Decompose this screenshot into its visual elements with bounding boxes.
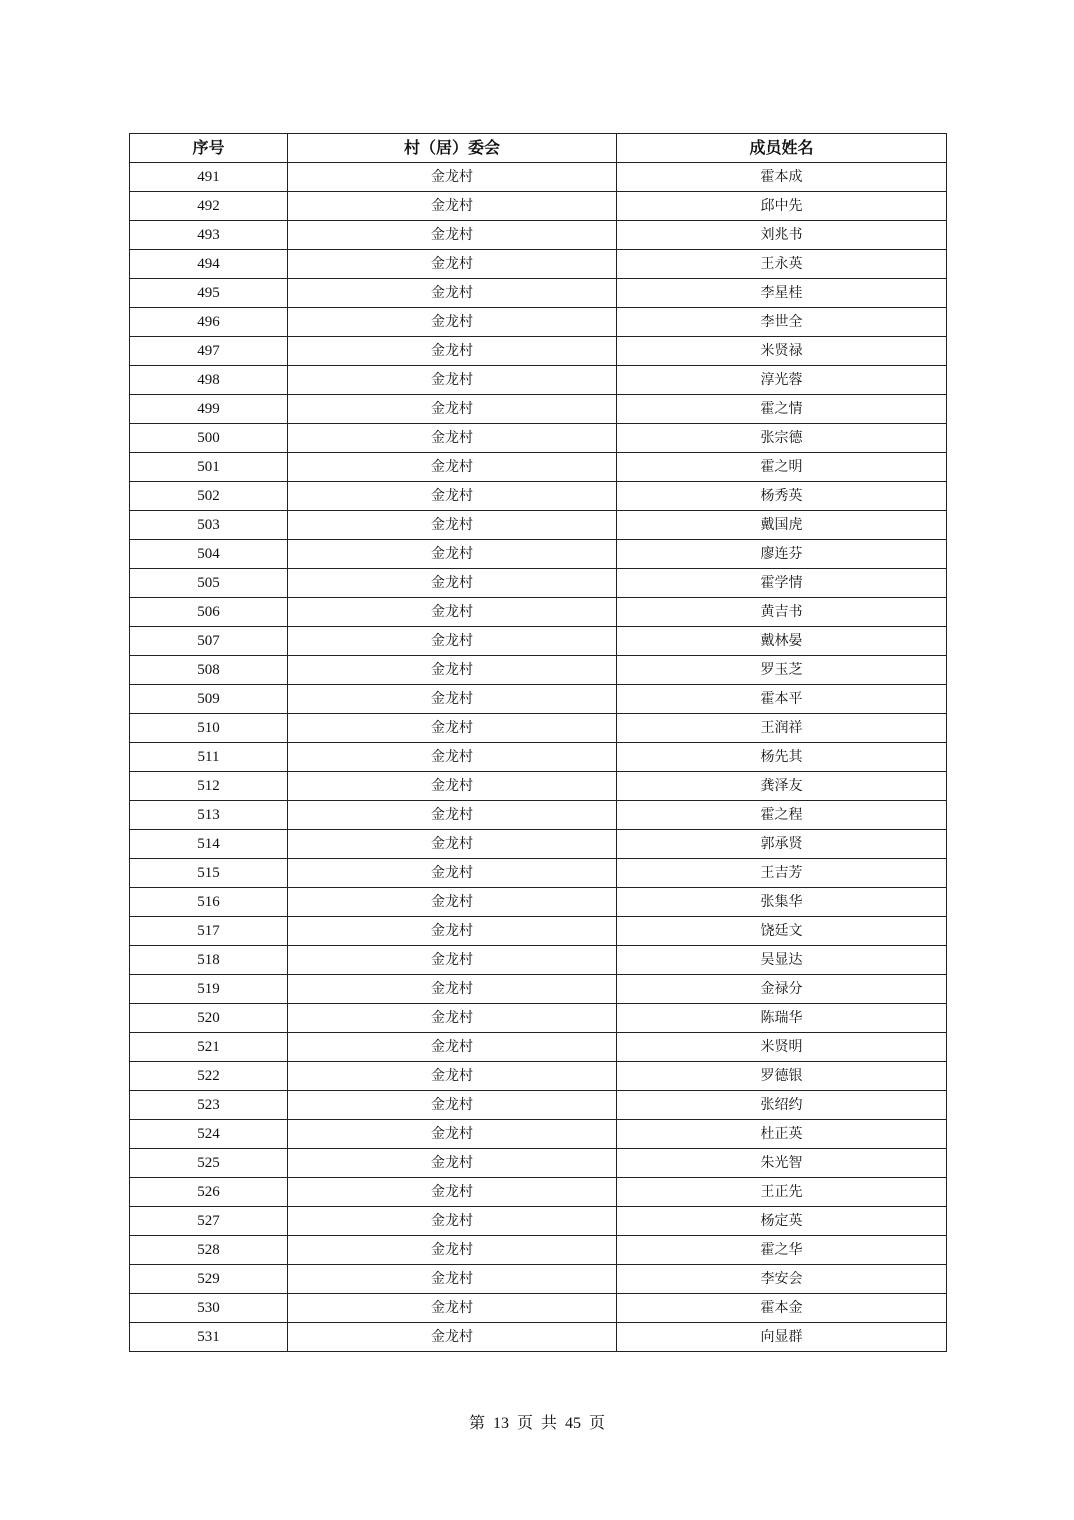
cell-village-committee: 金龙村 <box>288 1294 617 1323</box>
cell-village-committee: 金龙村 <box>288 975 617 1004</box>
cell-serial-number: 525 <box>130 1149 288 1178</box>
cell-village-committee: 金龙村 <box>288 772 617 801</box>
cell-serial-number: 527 <box>130 1207 288 1236</box>
cell-village-committee: 金龙村 <box>288 395 617 424</box>
cell-village-committee: 金龙村 <box>288 917 617 946</box>
cell-village-committee: 金龙村 <box>288 279 617 308</box>
cell-village-committee: 金龙村 <box>288 1323 617 1352</box>
cell-village-committee: 金龙村 <box>288 569 617 598</box>
cell-village-committee: 金龙村 <box>288 1120 617 1149</box>
header-village-committee: 村（居）委会 <box>288 134 617 163</box>
member-table <box>129 133 947 1352</box>
cell-member-name: 霍之华 <box>617 1236 947 1265</box>
cell-member-name: 霍本成 <box>617 163 947 192</box>
table-row <box>130 279 947 308</box>
cell-village-committee: 金龙村 <box>288 482 617 511</box>
cell-member-name: 戴国虎 <box>617 511 947 540</box>
table-row <box>130 1265 947 1294</box>
cell-member-name: 霍之明 <box>617 453 947 482</box>
cell-serial-number: 520 <box>130 1004 288 1033</box>
cell-member-name: 王永英 <box>617 250 947 279</box>
cell-serial-number: 500 <box>130 424 288 453</box>
table-row <box>130 656 947 685</box>
cell-serial-number: 510 <box>130 714 288 743</box>
table-row <box>130 482 947 511</box>
table-row <box>130 946 947 975</box>
cell-village-committee: 金龙村 <box>288 1149 617 1178</box>
cell-serial-number: 496 <box>130 308 288 337</box>
cell-member-name: 李安会 <box>617 1265 947 1294</box>
cell-village-committee: 金龙村 <box>288 337 617 366</box>
cell-serial-number: 523 <box>130 1091 288 1120</box>
cell-member-name: 饶廷文 <box>617 917 947 946</box>
cell-serial-number: 528 <box>130 1236 288 1265</box>
table-row <box>130 1004 947 1033</box>
cell-member-name: 龚泽友 <box>617 772 947 801</box>
cell-village-committee: 金龙村 <box>288 1207 617 1236</box>
cell-serial-number: 517 <box>130 917 288 946</box>
cell-member-name: 朱光智 <box>617 1149 947 1178</box>
table-row <box>130 801 947 830</box>
table-row <box>130 1033 947 1062</box>
cell-village-committee: 金龙村 <box>288 511 617 540</box>
cell-serial-number: 529 <box>130 1265 288 1294</box>
page-number-footer: 第 13 页 共 45 页 <box>468 1415 605 1432</box>
cell-village-committee: 金龙村 <box>288 1004 617 1033</box>
table-row <box>130 163 947 192</box>
cell-village-committee: 金龙村 <box>288 1236 617 1265</box>
cell-member-name: 霍之情 <box>617 395 947 424</box>
cell-member-name: 杨秀英 <box>617 482 947 511</box>
table-row <box>130 366 947 395</box>
table-row <box>130 453 947 482</box>
cell-member-name: 王润祥 <box>617 714 947 743</box>
cell-village-committee: 金龙村 <box>288 308 617 337</box>
cell-village-committee: 金龙村 <box>288 221 617 250</box>
cell-village-committee: 金龙村 <box>288 888 617 917</box>
table-body <box>130 163 947 1352</box>
cell-member-name: 李世全 <box>617 308 947 337</box>
cell-serial-number: 497 <box>130 337 288 366</box>
cell-serial-number: 493 <box>130 221 288 250</box>
table-row <box>130 627 947 656</box>
cell-village-committee: 金龙村 <box>288 830 617 859</box>
cell-village-committee: 金龙村 <box>288 1091 617 1120</box>
cell-member-name: 李星桂 <box>617 279 947 308</box>
cell-member-name: 杨定英 <box>617 1207 947 1236</box>
table-row <box>130 714 947 743</box>
cell-serial-number: 509 <box>130 685 288 714</box>
cell-member-name: 米贤明 <box>617 1033 947 1062</box>
table-row <box>130 424 947 453</box>
table-row <box>130 1207 947 1236</box>
cell-serial-number: 494 <box>130 250 288 279</box>
cell-member-name: 金禄分 <box>617 975 947 1004</box>
cell-serial-number: 492 <box>130 192 288 221</box>
cell-serial-number: 518 <box>130 946 288 975</box>
cell-member-name: 霍学情 <box>617 569 947 598</box>
cell-village-committee: 金龙村 <box>288 163 617 192</box>
cell-village-committee: 金龙村 <box>288 250 617 279</box>
cell-village-committee: 金龙村 <box>288 540 617 569</box>
table-row <box>130 685 947 714</box>
cell-village-committee: 金龙村 <box>288 424 617 453</box>
cell-member-name: 王正先 <box>617 1178 947 1207</box>
cell-serial-number: 501 <box>130 453 288 482</box>
cell-member-name: 郭承贤 <box>617 830 947 859</box>
table-header-row <box>130 134 947 163</box>
table-row <box>130 308 947 337</box>
cell-serial-number: 526 <box>130 1178 288 1207</box>
table-row <box>130 917 947 946</box>
cell-serial-number: 511 <box>130 743 288 772</box>
cell-village-committee: 金龙村 <box>288 598 617 627</box>
cell-village-committee: 金龙村 <box>288 946 617 975</box>
cell-village-committee: 金龙村 <box>288 192 617 221</box>
cell-member-name: 霍之程 <box>617 801 947 830</box>
cell-serial-number: 507 <box>130 627 288 656</box>
cell-member-name: 张宗德 <box>617 424 947 453</box>
cell-serial-number: 530 <box>130 1294 288 1323</box>
cell-village-committee: 金龙村 <box>288 366 617 395</box>
table-row <box>130 540 947 569</box>
cell-village-committee: 金龙村 <box>288 743 617 772</box>
cell-member-name: 淳光蓉 <box>617 366 947 395</box>
cell-serial-number: 503 <box>130 511 288 540</box>
table-row <box>130 743 947 772</box>
cell-serial-number: 515 <box>130 859 288 888</box>
cell-member-name: 米贤禄 <box>617 337 947 366</box>
table-row <box>130 888 947 917</box>
cell-serial-number: 499 <box>130 395 288 424</box>
cell-serial-number: 519 <box>130 975 288 1004</box>
table-row <box>130 1178 947 1207</box>
cell-village-committee: 金龙村 <box>288 1062 617 1091</box>
cell-serial-number: 513 <box>130 801 288 830</box>
cell-serial-number: 531 <box>130 1323 288 1352</box>
cell-member-name: 陈瑞华 <box>617 1004 947 1033</box>
cell-member-name: 王吉芳 <box>617 859 947 888</box>
table-row <box>130 975 947 1004</box>
cell-village-committee: 金龙村 <box>288 453 617 482</box>
cell-village-committee: 金龙村 <box>288 627 617 656</box>
table-row <box>130 192 947 221</box>
table-row <box>130 1091 947 1120</box>
table-row <box>130 1294 947 1323</box>
cell-serial-number: 504 <box>130 540 288 569</box>
cell-member-name: 杜正英 <box>617 1120 947 1149</box>
cell-serial-number: 502 <box>130 482 288 511</box>
cell-village-committee: 金龙村 <box>288 714 617 743</box>
table-row <box>130 221 947 250</box>
cell-village-committee: 金龙村 <box>288 656 617 685</box>
table-row <box>130 772 947 801</box>
table-row <box>130 337 947 366</box>
table-row <box>130 859 947 888</box>
cell-member-name: 张绍约 <box>617 1091 947 1120</box>
table-row <box>130 1120 947 1149</box>
table-row <box>130 395 947 424</box>
cell-member-name: 杨先其 <box>617 743 947 772</box>
cell-serial-number: 524 <box>130 1120 288 1149</box>
cell-village-committee: 金龙村 <box>288 685 617 714</box>
cell-member-name: 黄吉书 <box>617 598 947 627</box>
cell-serial-number: 516 <box>130 888 288 917</box>
table-row <box>130 1236 947 1265</box>
cell-member-name: 廖连芬 <box>617 540 947 569</box>
cell-member-name: 张集华 <box>617 888 947 917</box>
cell-serial-number: 522 <box>130 1062 288 1091</box>
header-member-name: 成员姓名 <box>617 134 947 163</box>
cell-member-name: 罗德银 <box>617 1062 947 1091</box>
cell-village-committee: 金龙村 <box>288 801 617 830</box>
table-row <box>130 830 947 859</box>
cell-serial-number: 508 <box>130 656 288 685</box>
cell-serial-number: 495 <box>130 279 288 308</box>
cell-village-committee: 金龙村 <box>288 859 617 888</box>
cell-village-committee: 金龙村 <box>288 1033 617 1062</box>
cell-serial-number: 498 <box>130 366 288 395</box>
cell-member-name: 向显群 <box>617 1323 947 1352</box>
table-row <box>130 250 947 279</box>
table-row <box>130 598 947 627</box>
table-row <box>130 1323 947 1352</box>
cell-serial-number: 505 <box>130 569 288 598</box>
cell-member-name: 刘兆书 <box>617 221 947 250</box>
table-row <box>130 1149 947 1178</box>
cell-serial-number: 512 <box>130 772 288 801</box>
cell-village-committee: 金龙村 <box>288 1178 617 1207</box>
cell-member-name: 戴林晏 <box>617 627 947 656</box>
cell-serial-number: 514 <box>130 830 288 859</box>
cell-serial-number: 506 <box>130 598 288 627</box>
cell-serial-number: 491 <box>130 163 288 192</box>
cell-member-name: 霍本平 <box>617 685 947 714</box>
cell-member-name: 邱中先 <box>617 192 947 221</box>
cell-serial-number: 521 <box>130 1033 288 1062</box>
cell-member-name: 霍本金 <box>617 1294 947 1323</box>
table-row <box>130 511 947 540</box>
cell-village-committee: 金龙村 <box>288 1265 617 1294</box>
table-row <box>130 1062 947 1091</box>
table-row <box>130 569 947 598</box>
cell-member-name: 罗玉芝 <box>617 656 947 685</box>
header-serial-number: 序号 <box>130 134 288 163</box>
cell-member-name: 吴显达 <box>617 946 947 975</box>
